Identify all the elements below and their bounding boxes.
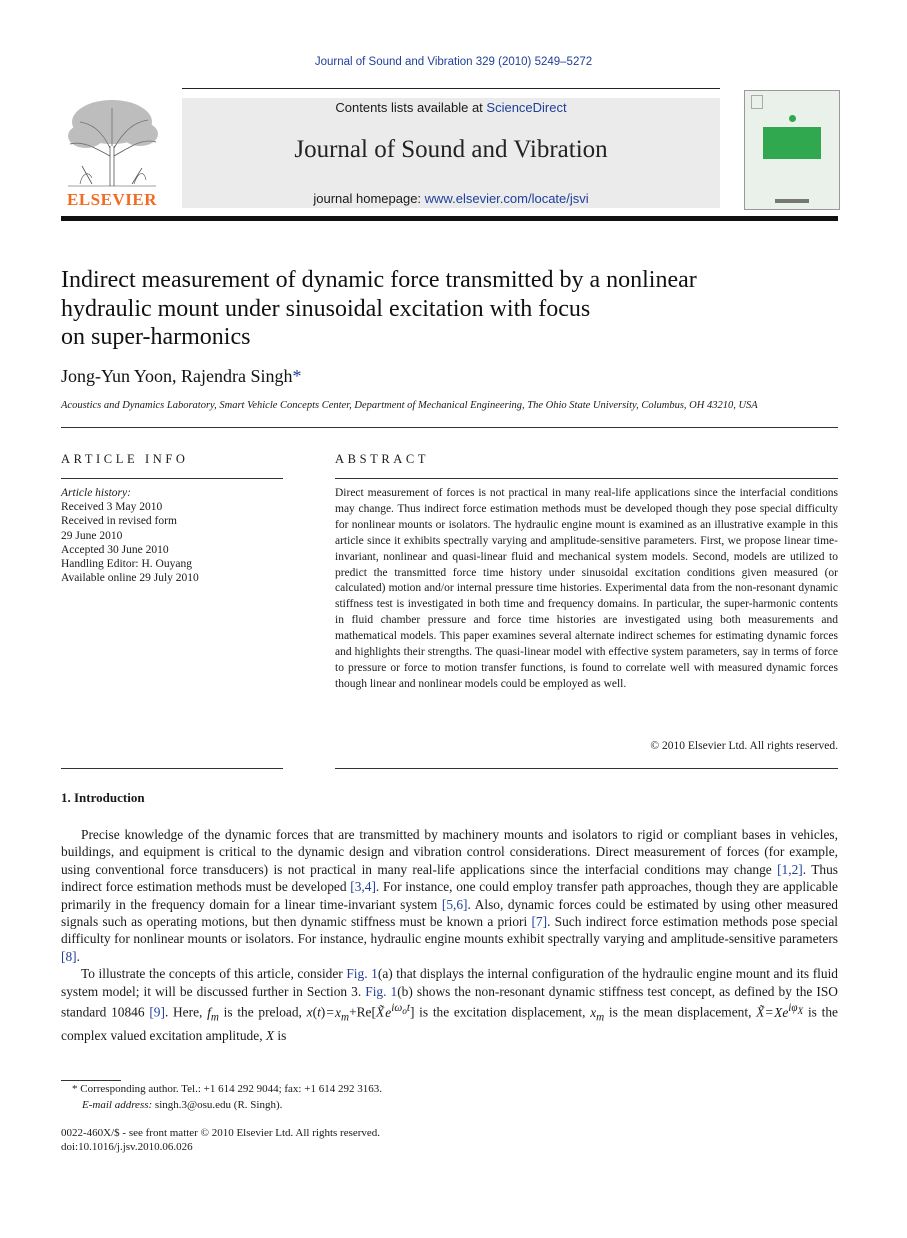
history-item: Received 3 May 2010	[61, 501, 163, 514]
history-item: Handling Editor: H. Ouyang	[61, 558, 192, 571]
homepage-link[interactable]: www.elsevier.com/locate/jsvi	[424, 191, 589, 206]
corresponding-author-footnote: * Corresponding author. Tel.: +1 614 292 9044; fax: +1 614 292 3163.	[72, 1083, 382, 1095]
introduction-body	[61, 826, 838, 1044]
math-complex-amplitude: X̃	[756, 1004, 765, 1020]
math-xm: $x_m$	[590, 1004, 605, 1024]
history-item: Available online 29 July 2010	[61, 572, 199, 585]
text-run: is	[274, 1027, 287, 1043]
doi[interactable]: doi:10.1016/j.jsv.2010.06.026	[61, 1141, 193, 1153]
contents-prefix: Contents lists available at	[335, 100, 487, 115]
header-thick-rule	[61, 216, 838, 221]
introduction-heading: 1. Introduction	[61, 790, 145, 805]
author-list	[61, 366, 302, 387]
figure-link[interactable]: Fig. 1	[346, 966, 378, 982]
journal-cover-thumbnail[interactable]	[744, 90, 840, 210]
elsevier-wordmark: ELSEVIER	[67, 190, 157, 209]
abstract-end-rule	[335, 768, 838, 769]
affiliation-rule	[61, 427, 838, 428]
cover-badge-icon	[751, 95, 763, 109]
cover-dot-icon	[789, 115, 796, 122]
tree-icon	[62, 96, 162, 188]
text-run: is the excitation displacement,	[414, 1004, 591, 1020]
history-label: Article history:	[61, 487, 131, 499]
article-info-heading: ARTICLE INFO	[61, 452, 189, 466]
abstract-heading: ABSTRACT	[335, 452, 430, 466]
text-run: . For instance, one could employ transfer path approaches, though they are applicable primarily in the frequency domain for a linear time-invariant system	[61, 879, 839, 912]
text-run: is the preload,	[218, 1004, 307, 1020]
homepage-line	[182, 191, 720, 206]
text-run: Precise knowledge of the dynamic forces that are transmitted by machinery mounts and isolators to rigid or compliant bases in vehicles, buildings, and equipment is critical to the dynamic design and vibration control considerations. Direct measurement of forces (for example, using conventional force transducers) is not practical in many real-life applications since the interfacial conditions may change	[61, 827, 838, 877]
history-item: Accepted 30 June 2010	[61, 543, 169, 556]
text-run: is the mean displacement,	[604, 1004, 757, 1020]
abstract-text: Direct measurement of forces is not practical in many real-life applications since the interfacial conditions may change. Thus indirect force estimation methods must be developed though they pose special difficulty for nonlinear mounts or isolators. The hydraulic engine mount is examined as an illustrative example in this article since it exhibits spectrally varying and amplitude-sensitive parameters. First, we propose linear time-invariant, nonlinear and quasi-linear fluid and mechanical system models. Second, models are utilized to predict the transmitted force time history under sinusoidal excitation conditions given measured (or calculated) motion and/or internal pressure time histories. Experimental data from the non-resonant dynamic stiffness test is investigated in both time and frequency domains. In particular, the super-harmonic contents in fluid chamber pressure and force time histories are investigated using both measurements and mathematical models. This paper examines several alternate indirect schemes for estimating dynamic forces and highlights their strengths. The quasi-linear model with effective system parameters, say in terms of force to pressure or force to motion transfer functions, is found to correlate well with measured dynamic forces though linear and nonlinear models could be employed as well.	[335, 487, 838, 690]
math-x: X	[265, 1027, 275, 1043]
issn-front-matter: 0022-460X/$ - see front matter © 2010 Elsevier Ltd. All rights reserved.	[61, 1127, 381, 1139]
citation-link[interactable]: [8]	[61, 948, 77, 964]
citation-link[interactable]: [1,2]	[777, 861, 803, 877]
text-run: . Thus indirect force estimation methods must be developed	[61, 861, 838, 895]
article-title	[61, 266, 841, 352]
history-item: 29 June 2010	[61, 529, 123, 542]
citation-link[interactable]: [7]	[531, 914, 548, 930]
corresponding-author-mark[interactable]: *	[292, 366, 302, 386]
cover-publisher-mark	[775, 199, 809, 203]
paragraph: To illustrate the concepts of this article, consider Fig. 1(a) that displays the internal configuration of the hydraulic engine mount and its fluid system model; it will be discussed further in Section 3. Fig. 1(b) shows the non-resonant dynamic stiffness test concept, as defined by the ISO standard 10846 [9]. Here, $f_m$ is the preload, x(t) = $x_m+Re[X̃$ $e^{i\omega_ot}$] is the excitation displacement, $x_m$ is the mean displacement, X̃ = $Xe^{i\varphi_X}$ is the complex valued excitation amplitude, X is	[61, 966, 838, 1043]
header-top-rule	[182, 88, 720, 89]
text-run: . Here,	[164, 1004, 208, 1020]
paragraph	[61, 826, 838, 965]
homepage-prefix: journal homepage:	[313, 191, 425, 206]
history-item: Received in revised form	[61, 515, 177, 528]
figure-link[interactable]: Fig. 1	[365, 983, 398, 999]
title-line: on super-harmonics	[61, 324, 251, 350]
citation-link[interactable]: [5,6]	[441, 896, 468, 912]
citation-link[interactable]: [9]	[149, 1004, 165, 1020]
text-run: To illustrate the concepts of this article, consider	[81, 966, 347, 982]
text-run: (b) shows the non-resonant dynamic stiffness test concept, as defined by the ISO standard 10846	[61, 983, 838, 1020]
abstract-copyright: © 2010 Elsevier Ltd. All rights reserved.	[650, 740, 838, 752]
citation-link[interactable]: [3,4]	[350, 879, 376, 895]
text-run: is the complex valued excitation amplitude,	[61, 1004, 838, 1043]
email-address[interactable]: singh.3@osu.edu (R. Singh).	[152, 1099, 283, 1111]
sciencedirect-link[interactable]: ScienceDirect	[486, 100, 567, 115]
text-run: .	[76, 948, 80, 964]
contents-line	[182, 100, 720, 115]
author-affiliation: Acoustics and Dynamics Laboratory, Smart Vehicle Concepts Center, Department of Mechanical Engineering, The Ohio State University, Columbus, OH 43210, USA	[61, 400, 758, 411]
math-fm: $f_m$	[207, 1004, 219, 1024]
title-line: hydraulic mount under sinusoidal excitation with focus	[61, 295, 591, 322]
text-run: . Also, dynamic forces could be estimated by using other measured signals such as operating motions, but then dynamic stiffness must be known a priori	[61, 896, 838, 930]
cover-title-block	[763, 127, 821, 159]
authors-text: Jong-Yun Yoon, Rajendra Singh	[61, 366, 293, 386]
email-footnote	[82, 1099, 282, 1111]
email-label: E-mail address:	[82, 1099, 153, 1111]
math-displacement-eq: x	[306, 1004, 313, 1020]
article-history	[61, 486, 283, 585]
text-run: (a) that displays the internal configuration of the hydraulic engine mount and its fluid system model; it will be discussed further in Section 3.	[61, 966, 838, 999]
footnote-rule	[61, 1080, 121, 1081]
article-info-end-rule	[61, 768, 283, 769]
article-info-rule	[61, 478, 283, 479]
text-run: . Such indirect force estimation methods pose special difficulty for nonlinear mounts or isolators. For instance, hydraulic engine mounts exhibit spectrally varying and amplitude-sensitive parameters	[61, 914, 838, 947]
journal-title: Journal of Sound and Vibration	[294, 136, 608, 163]
journal-citation[interactable]: Journal of Sound and Vibration 329 (2010) 5249–5272	[314, 56, 593, 68]
title-line: Indirect measurement of dynamic force transmitted by a nonlinear	[61, 267, 697, 293]
abstract-rule	[335, 478, 838, 479]
